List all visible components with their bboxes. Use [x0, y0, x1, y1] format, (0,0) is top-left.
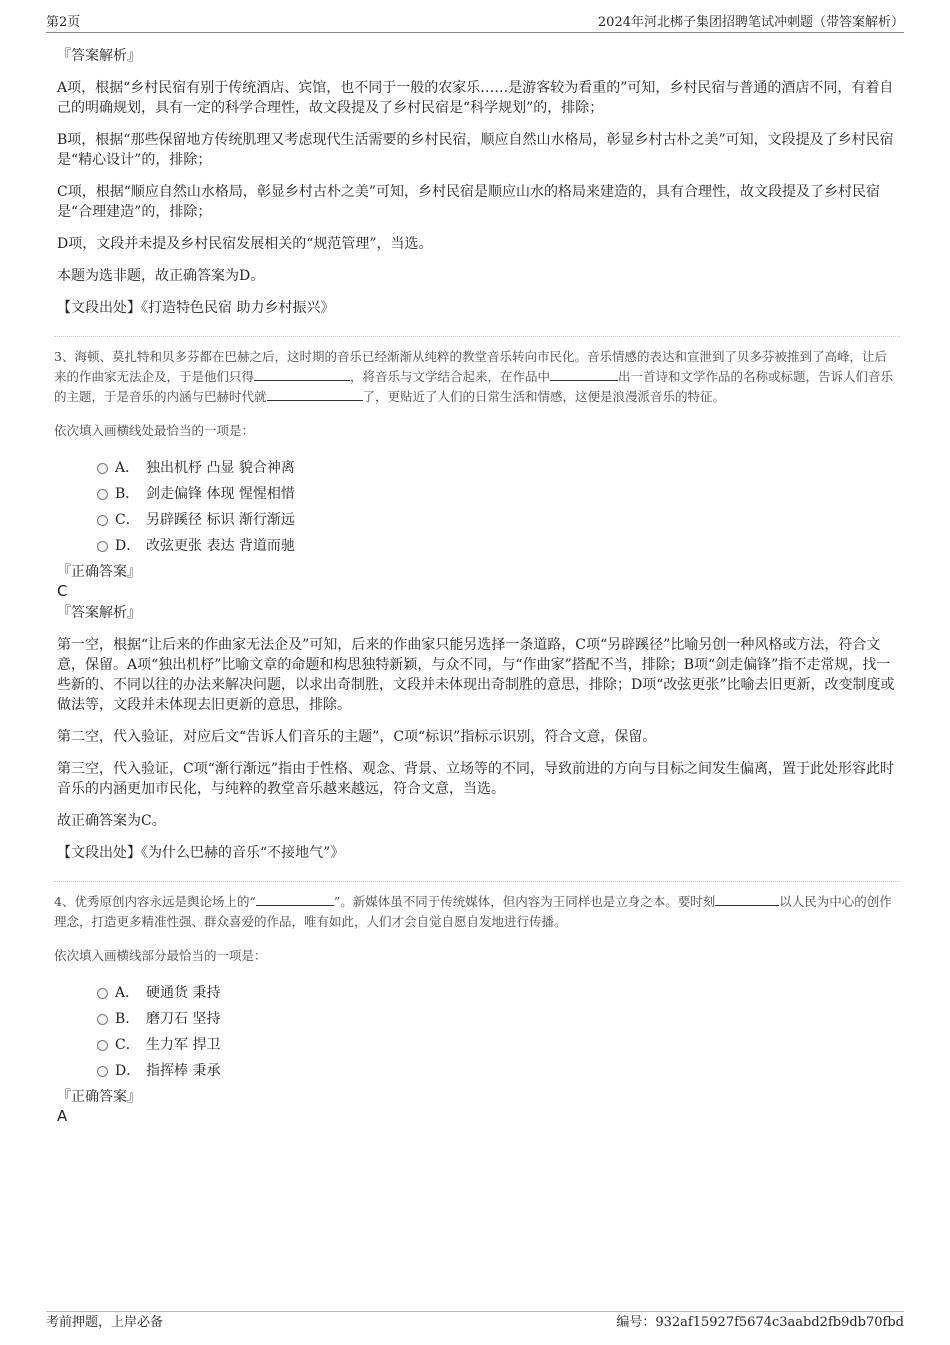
option-text: 硬通货 秉持 [146, 985, 221, 1001]
option-c[interactable] [97, 507, 897, 533]
page-footer [46, 1311, 904, 1335]
question-text [54, 892, 897, 932]
document-id: 编号：932af15927f5674c3aabd2fb9db70fbd [616, 1315, 904, 1330]
option-letter: D． [115, 1063, 141, 1079]
analysis-paragraph: 故正确答案为C。 [57, 813, 166, 829]
radio-button[interactable] [97, 1014, 108, 1025]
radio-button[interactable] [97, 988, 108, 999]
fill-blank [550, 368, 618, 381]
option-letter: B． [115, 486, 140, 502]
correct-answer-label: 『正确答案』 [57, 564, 141, 580]
radio-button[interactable] [97, 541, 108, 552]
question-3 [54, 347, 897, 863]
analysis-label: 『答案解析』 [57, 48, 141, 64]
radio-button[interactable] [97, 515, 108, 526]
option-letter: A． [115, 460, 140, 476]
option-letter: D． [115, 538, 141, 554]
option-text: 指挥棒 秉承 [146, 1063, 221, 1079]
analysis-label: 『答案解析』 [57, 605, 141, 621]
radio-button[interactable] [97, 1066, 108, 1077]
option-letter: C． [115, 512, 140, 528]
question-text-segment: 出一首诗和文学作品的名称或标题，告诉人们音乐的主题，于是音乐的内涵与巴赫时代就 [54, 369, 894, 404]
question-prompt: 依次填入画横线处最恰当的一项是： [54, 423, 255, 438]
question-divider [54, 881, 900, 882]
question-text-segment: ，将音乐与文学结合起来，在作品中 [350, 369, 551, 384]
question-text-segment: ”。新媒体虽不同于传统媒体，但内容为王同样也是立身之本。要时刻 [333, 894, 716, 909]
footer-slogan: 考前押题，上岸必备 [46, 1315, 164, 1330]
analysis-paragraph: 第二空，代入验证，对应后文“告诉人们音乐的主题”，C项“标识”指标示识别，符合文意，保留。 [57, 729, 657, 745]
option-text: 磨刀石 坚持 [146, 1011, 221, 1027]
document-title: 2024年河北梆子集团招聘笔试冲刺题（带答案解析） [597, 15, 904, 30]
option-b[interactable] [97, 1006, 897, 1032]
question-4 [54, 892, 897, 1126]
option-a[interactable] [97, 455, 897, 481]
passage-source: 【文段出处】《为什么巴赫的音乐“不接地气”》 [57, 845, 345, 861]
page-header [46, 14, 904, 33]
option-c[interactable] [97, 1032, 897, 1058]
fill-blank [256, 893, 334, 906]
question-divider [54, 336, 900, 337]
option-letter: A． [115, 985, 140, 1001]
fill-blank [715, 893, 779, 906]
correct-answer: C [57, 582, 68, 600]
question-text-segment: 以人民为中心的创作理念，打造更多精准性强、群众喜爱的作品，唯有如此，人们才会自觉自愿自发地进行传播。 [54, 894, 892, 929]
option-letter: C． [115, 1037, 140, 1053]
analysis-paragraph: 第三空，代入验证，C项“渐行渐远”指由于性格、观念、背景、立场等的不同，导致前进的方向与目标之间发生偏离，置于此处形容此时音乐的内涵更加市民化，与纯粹的教堂音乐越来越远，符合文意，当选。 [57, 761, 895, 797]
option-a[interactable] [97, 980, 897, 1006]
option-list [97, 980, 897, 1084]
question-text [54, 347, 897, 407]
analysis-paragraph: A项，根据“乡村民宿有别于传统酒店、宾馆，也不同于一般的农家乐……是游客较为看重的”可知，乡村民宿与普通的酒店不同，有着自己的明确规划，具有一定的科学合理性，故文段提及了乡村民宿是“科学规划”的，排除； [57, 80, 894, 116]
analysis-paragraph: D项，文段并未提及乡村民宿发展相关的“规范管理”，当选。 [57, 236, 433, 252]
radio-button[interactable] [97, 1040, 108, 1051]
option-text: 另辟蹊径 标识 渐行渐远 [146, 512, 295, 528]
analysis-paragraph: 本题为选非题，故正确答案为D。 [57, 268, 265, 284]
option-text: 改弦更张 表达 背道而驰 [146, 538, 295, 554]
correct-answer-label: 『正确答案』 [57, 1089, 141, 1105]
option-d[interactable] [97, 1058, 897, 1084]
analysis-paragraph: B项，根据“那些保留地方传统肌理又考虑现代生活需要的乡村民宿，顺应自然山水格局，彰显乡村古朴之美”可知，文段提及了乡村民宿是“精心设计”的，排除； [57, 132, 894, 168]
radio-button[interactable] [97, 463, 108, 474]
fill-blank [254, 368, 350, 381]
question-text-segment: 了，更贴近了人们的日常生活和情感，这便是浪漫派音乐的特征。 [362, 389, 726, 404]
option-letter: B． [115, 1011, 140, 1027]
page-number: 第2页 [46, 15, 81, 30]
page-content [54, 46, 897, 1126]
question-prompt: 依次填入画横线部分最恰当的一项是： [54, 948, 267, 963]
question-text-segment: 3、海顿、莫扎特和贝多芬都在巴赫之后，这时期的音乐已经渐渐从纯粹的教堂音乐转向市民化。音乐情感的表达和宣泄到了贝多芬被推到了高峰，让后来的作曲家无法企及，于是他们只得 [54, 349, 887, 384]
analysis-paragraph: 第一空，根据“让后来的作曲家无法企及”可知，后来的作曲家只能另选择一条道路，C项“另辟蹊径”比喻另创一种风格或方法，符合文意，保留。A项“独出机杼”比喻文章的命题和构思独特新颖，与众不同，与“作曲家”搭配不当，排除；B项“剑走偏锋”指不走常规，找一些新的、不同以往的办法来解决问题，以求出奇制胜，文段并未体现出奇制胜的意思，排除；D项“改弦更张”比喻去旧更新，改变制度或做法等，文段并未体现去旧更新的意思，排除。 [57, 637, 895, 713]
question-text-segment: 4、优秀原创内容永远是舆论场上的“ [54, 894, 256, 909]
correct-answer: A [57, 1107, 68, 1125]
passage-source: 【文段出处】《打造特色民宿 助力乡村振兴》 [57, 300, 335, 316]
q2-analysis [57, 46, 897, 318]
option-d[interactable] [97, 533, 897, 559]
option-text: 独出机杼 凸显 貌合神离 [146, 460, 295, 476]
option-b[interactable] [97, 481, 897, 507]
fill-blank [267, 388, 363, 401]
analysis-paragraph: C项，根据“顺应自然山水格局，彰显乡村古朴之美”可知，乡村民宿是顺应山水的格局来建造的，具有合理性，故文段提及了乡村民宿是“合理建造”的，排除； [57, 184, 881, 220]
option-text: 生力军 捍卫 [146, 1037, 221, 1053]
radio-button[interactable] [97, 489, 108, 500]
option-list [97, 455, 897, 559]
option-text: 剑走偏锋 体现 惺惺相惜 [146, 486, 295, 502]
